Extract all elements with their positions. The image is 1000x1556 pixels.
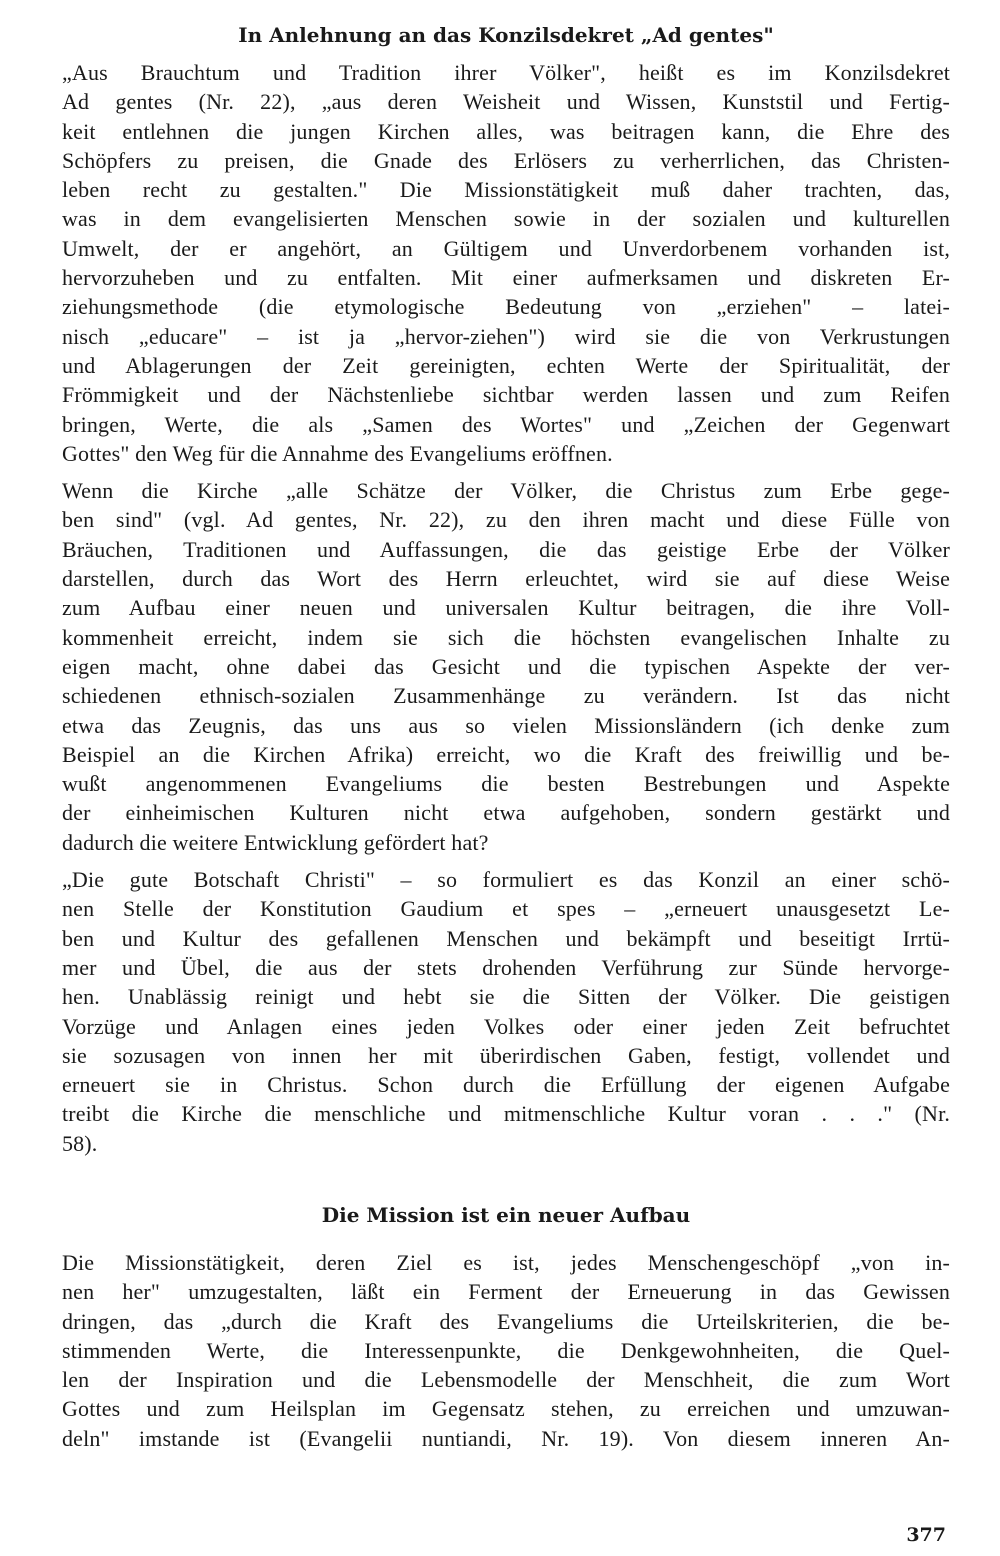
text-line: keit entlehnen die jungen Kirchen alles, was beitragen kann, die Ehre des <box>62 118 950 144</box>
text-line: zum Aufbau einer neuen und universalen Kultur beitragen, die ihre Voll- <box>62 595 950 621</box>
section-heading-ad-gentes: In Anlehnung an das Konzilsdekret „Ad gentes" <box>238 23 774 47</box>
text-line: und Ablagerungen der Zeit gereinigten, echten Werte der Spiritualität, der <box>62 352 950 378</box>
paragraph-4 <box>62 1248 950 1453</box>
text-line: was in dem evangelisierten Menschen sowie in der sozialen und kulturellen <box>62 206 950 232</box>
text-line: sie sozusagen von innen her mit überirdischen Gaben, festigt, vollendet und <box>62 1042 950 1068</box>
page-number: 377 <box>906 1524 946 1546</box>
text-line: len der Inspiration und die Lebensmodelle der Menschheit, die zum Wort <box>62 1367 950 1393</box>
text-line: Frömmigkeit und der Nächstenliebe sichtbar werden lassen und zum Reifen <box>62 382 950 408</box>
text-line: leben recht zu gestalten." Die Missionstätigkeit muß daher trachten, das, <box>62 177 950 203</box>
text-line: „Die gute Botschaft Christi" – so formuliert es das Konzil an einer schö- <box>62 867 950 893</box>
text-line: deln" imstande ist (Evangelii nuntiandi, Nr. 19). Von diesem inneren An- <box>62 1425 950 1451</box>
text-line: 58). <box>62 1130 98 1156</box>
text-line: der einheimischen Kulturen nicht etwa aufgehoben, sondern gestärkt und <box>62 800 950 826</box>
document-page <box>62 18 950 1546</box>
text-line: Gottes" den Weg für die Annahme des Evangeliums eröffnen. <box>62 440 613 466</box>
text-line: Ad gentes (Nr. 22), „aus deren Weisheit und Wissen, Kunststil und Fertig- <box>62 89 950 115</box>
text-line: Vorzüge und Anlagen eines jeden Volkes oder einer jeden Zeit befruchtet <box>62 1013 950 1039</box>
text-line: nisch „educare" – ist ja „hervor-ziehen") wird sie die von Verkrustungen <box>62 323 950 349</box>
text-line: etwa das Zeugnis, das uns aus so vielen Missionsländern (ich denke zum <box>62 712 950 738</box>
text-line: wußt angenommenen Evangeliums die besten Bestrebungen und Aspekte <box>62 771 950 797</box>
text-line: eigen macht, ohne dabei das Gesicht und die typischen Aspekte der ver- <box>62 653 950 679</box>
text-line: Wenn die Kirche „alle Schätze der Völker, die Christus zum Erbe gege- <box>62 478 950 504</box>
text-line: ben und Kultur des gefallenen Menschen und bekämpft und beseitigt Irrtü- <box>62 925 950 951</box>
text-line: hen. Unablässig reinigt und hebt sie die Sitten der Völker. Die geistigen <box>62 984 950 1010</box>
text-line: stimmenden Werte, die Interessenpunkte, die Denkgewohnheiten, die Quel- <box>62 1337 950 1363</box>
text-line: dringen, das „durch die Kraft des Evangeliums die Urteilskriterien, die be- <box>62 1308 950 1334</box>
paragraph-2 <box>62 476 950 857</box>
text-line: Gottes und zum Heilsplan im Gegensatz stehen, zu erreichen und umzuwan- <box>62 1396 950 1422</box>
text-line: bringen, Werte, die als „Samen des Wortes" und „Zeichen der Gegenwart <box>62 411 950 437</box>
text-line: Die Missionstätigkeit, deren Ziel es ist, jedes Menschengeschöpf „von in- <box>62 1249 950 1275</box>
text-line: „Aus Brauchtum und Tradition ihrer Völker", heißt es im Konzilsdekret <box>62 60 950 85</box>
text-line: hervorzuheben und zu entfalten. Mit einer aufmerksamen und diskreten Er- <box>62 265 950 291</box>
text-line: erneuert sie in Christus. Schon durch die Erfüllung der eigenen Aufgabe <box>62 1072 950 1098</box>
text-line: Bräuchen, Traditionen und Auffassungen, die das geistige Erbe der Völker <box>62 536 950 562</box>
text-line: Umwelt, der er angehört, an Gültigem und Unverdorbenem vorhanden ist, <box>62 235 950 261</box>
paragraph-3 <box>62 865 950 1158</box>
text-line: mer und Übel, die aus der stets drohenden Verführung zur Sünde hervorge- <box>62 954 950 980</box>
paragraph-1 <box>62 58 950 468</box>
text-line: Beispiel an die Kirchen Afrika) erreicht, wo die Kraft des freiwillig und be- <box>62 741 950 767</box>
text-line: Schöpfers zu preisen, die Gnade des Erlösers zu verherrlichen, das Christen- <box>62 147 950 173</box>
text-line: nen Stelle der Konstitution Gaudium et spes – „erneuert unausgesetzt Le- <box>62 896 950 922</box>
text-line: ziehungsmethode (die etymologische Bedeutung von „erziehen" – latei- <box>62 294 950 320</box>
text-line: ben sind" (vgl. Ad gentes, Nr. 22), zu den ihren macht und diese Fülle von <box>62 507 950 533</box>
text-line: treibt die Kirche die menschliche und mitmenschliche Kultur voran . . ." (Nr. <box>62 1101 950 1127</box>
text-line: dadurch die weitere Entwicklung gefördert hat? <box>62 829 489 855</box>
section-heading-mission-aufbau: Die Mission ist ein neuer Aufbau <box>321 1202 691 1227</box>
text-line: nen her" umzugestalten, läßt ein Ferment der Erneuerung in das Gewissen <box>62 1279 950 1305</box>
text-line: kommenheit erreicht, indem sie sich die höchsten evangelischen Inhalte zu <box>62 624 950 650</box>
text-line: schiedenen ethnisch-sozialen Zusammenhänge zu verändern. Ist das nicht <box>62 683 950 709</box>
text-line: darstellen, durch das Wort des Herrn erleuchtet, wird sie auf diese Weise <box>62 566 950 592</box>
